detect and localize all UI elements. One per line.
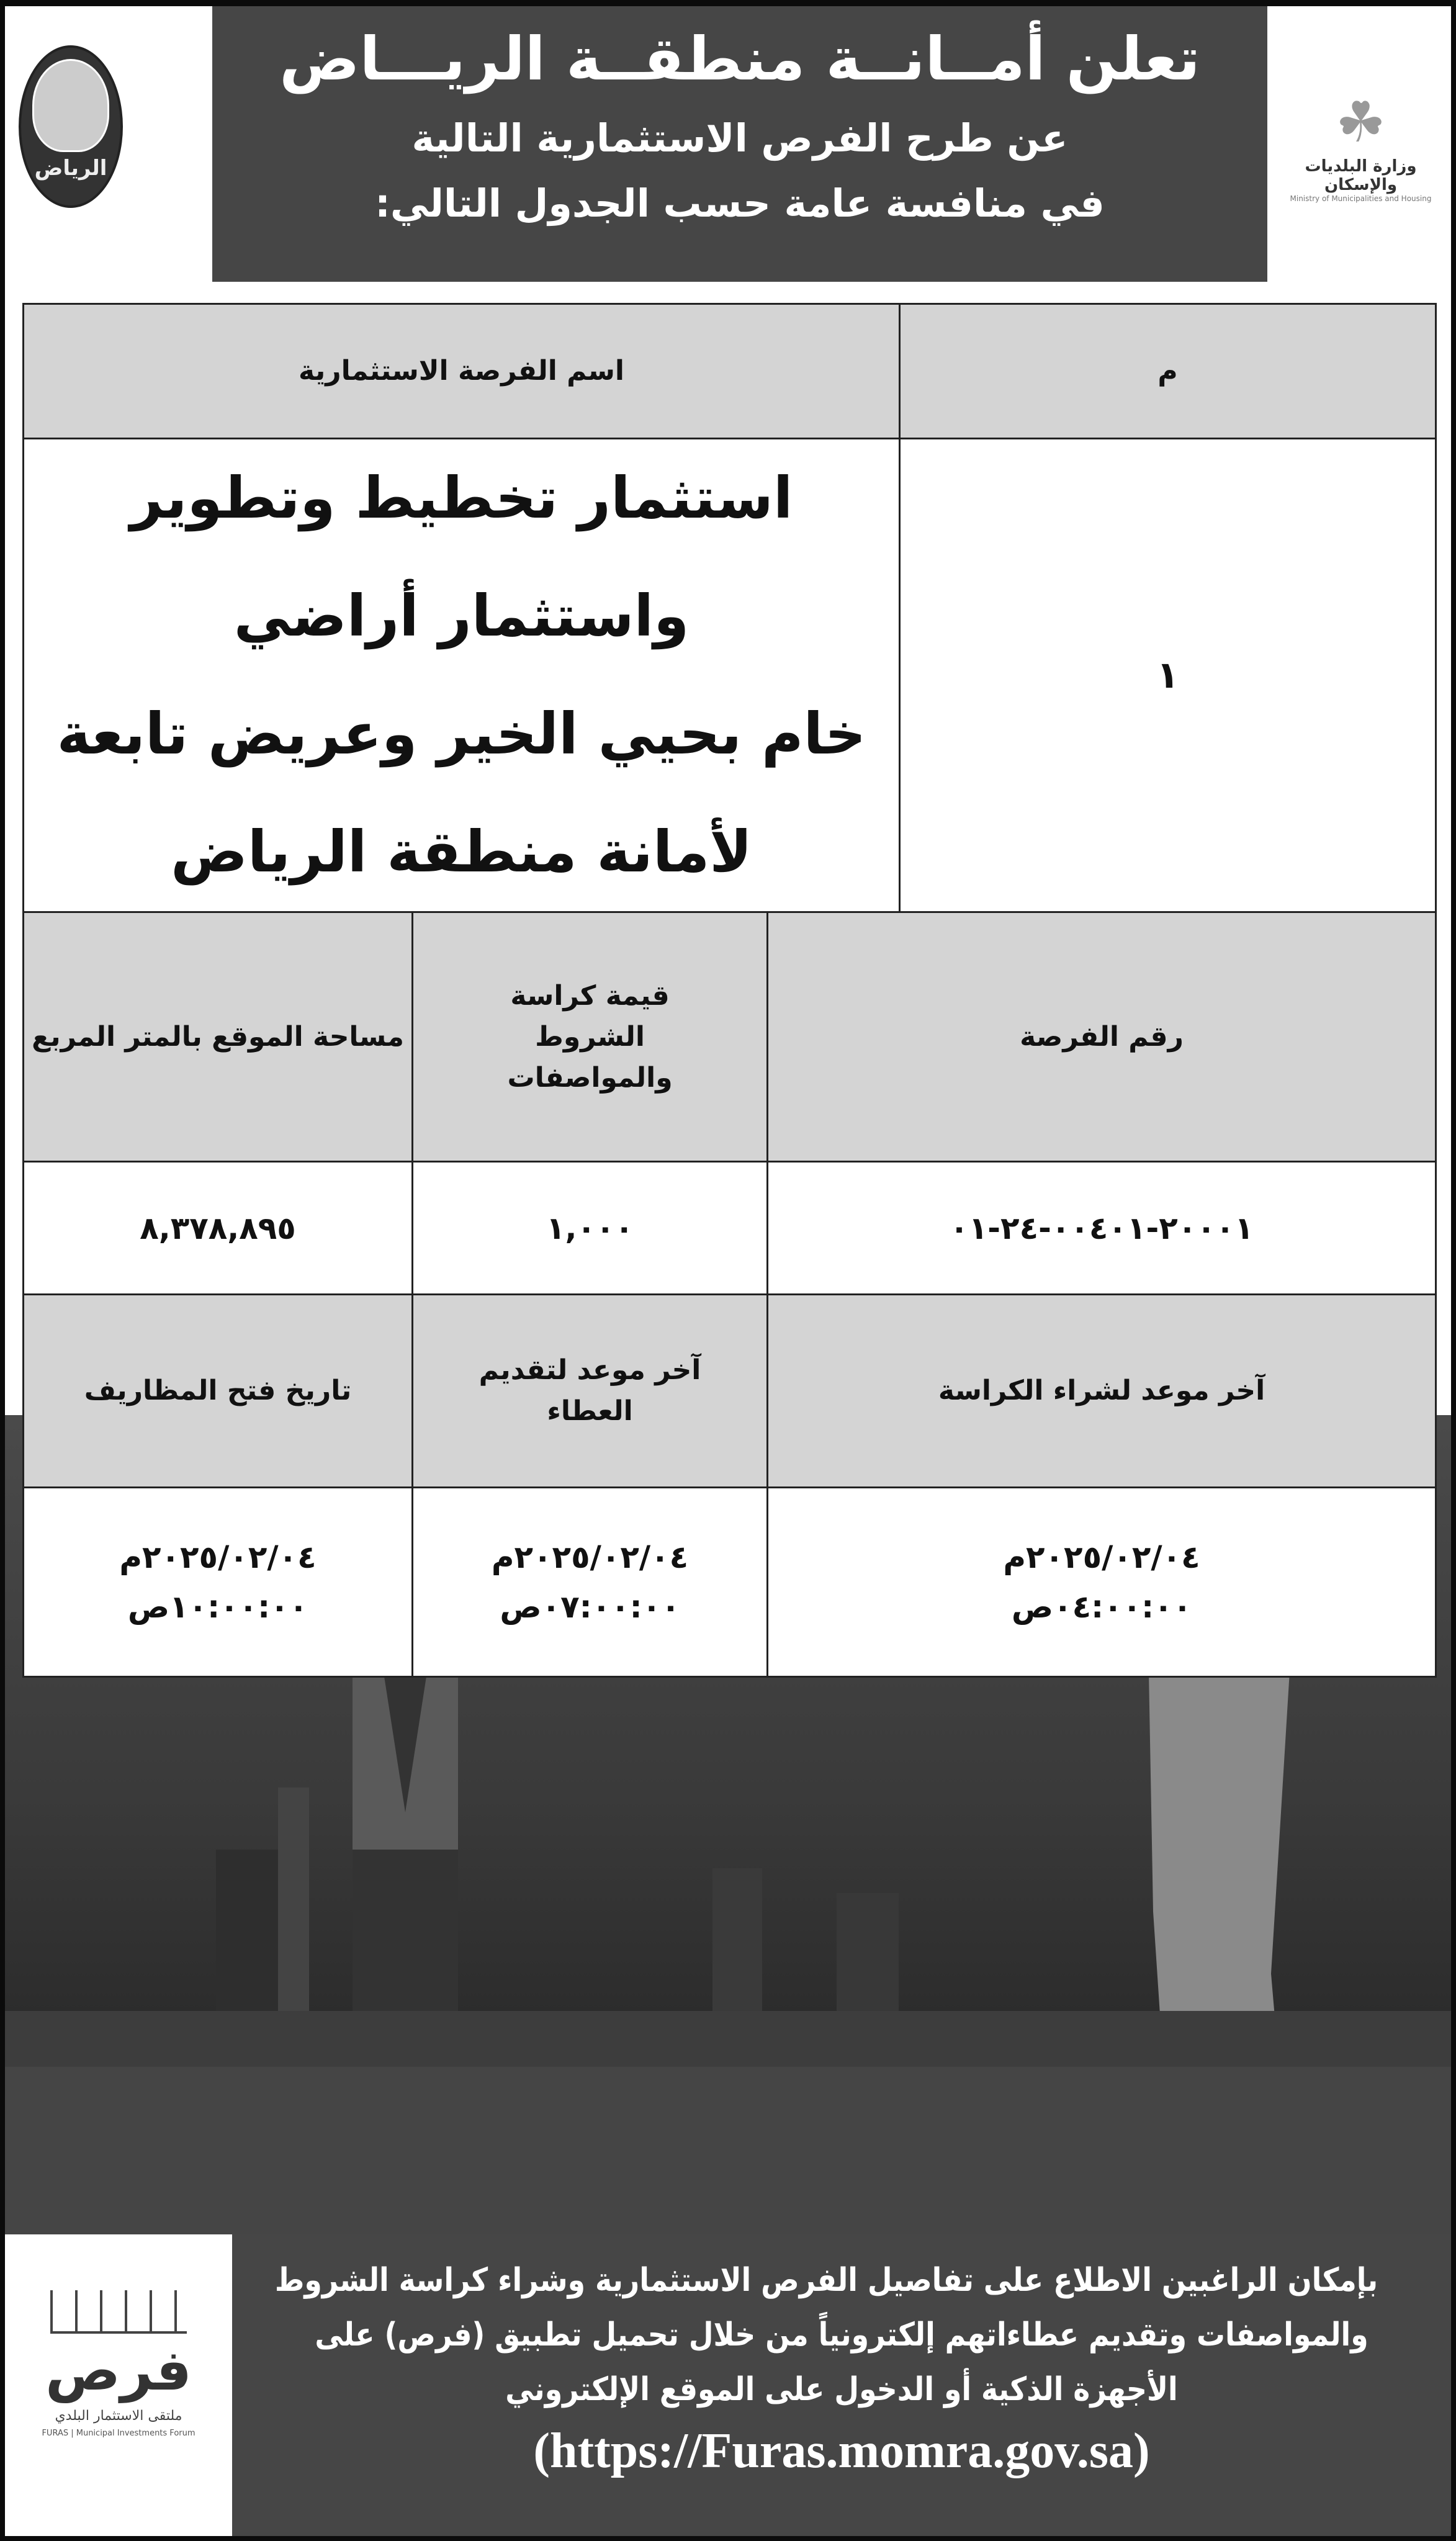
date: ٢٠٢٥/٠٢/٠٤م bbox=[119, 1539, 317, 1575]
submission-deadline bbox=[413, 1488, 768, 1677]
date: ٢٠٢٥/٠٢/٠٤م bbox=[491, 1539, 689, 1575]
row-number: ١ bbox=[900, 439, 1436, 912]
site-area: ٨,٣٧٨,٨٩٥ bbox=[24, 1162, 413, 1295]
header-booklet-price: قيمة كراسة الشروط والمواصفات bbox=[413, 912, 768, 1162]
opportunity-number: ٢٠٠٠١-٠٠٤٠١-٢٤-٠١ bbox=[768, 1162, 1436, 1295]
palm-swords-emblem-icon: ☘ bbox=[1336, 90, 1386, 155]
envelope-opening-date bbox=[24, 1488, 413, 1677]
opportunity-name-line: استثمار تخطيط وتطوير واستثمار أراضي bbox=[130, 465, 793, 649]
footer-line: والمواصفات وتقديم عطاءاتهم إلكترونياً من خلال تحميل تطبيق (فرص) على bbox=[315, 2316, 1368, 2354]
opportunity-name-line: لأمانة منطقة الرياض bbox=[171, 819, 752, 885]
date: ٢٠٢٥/٠٢/٠٤م bbox=[1003, 1539, 1200, 1575]
opportunity-name-line: خام بحيي الخير وعريض تابعة bbox=[56, 701, 866, 767]
header-line-3: في منافسة عامة حسب الجدول التالي: bbox=[375, 181, 1105, 226]
riyadh-municipality-logo: الرياض bbox=[19, 45, 123, 208]
header-purchase-deadline: آخر موعد لشراء الكراسة bbox=[768, 1295, 1436, 1488]
header-line-2: عن طرح الفرص الاستثمارية التالية bbox=[411, 115, 1068, 161]
time: ٠٧:٠٠:٠٠ص bbox=[500, 1589, 680, 1625]
ministry-logo: ☘ وزارة البلديات والإسكان Ministry of Municipalities and Housing bbox=[1272, 89, 1449, 213]
header-envelope-opening: تاريخ فتح المظاريف bbox=[24, 1295, 413, 1488]
header-title: تعلن أمــانــة منطقــة الريـــاض bbox=[279, 24, 1200, 94]
footer-line: بإمكان الراغبين الاطلاع على تفاصيل الفرص الاستثمارية وشراء كراسة الشروط bbox=[274, 2262, 1378, 2299]
footer-line: الأجهزة الذكية أو الدخول على الموقع الإلكتروني bbox=[505, 2371, 1178, 2408]
furas-url-link[interactable]: (https://Furas.momra.gov.sa) bbox=[533, 2424, 1150, 2478]
announcement-header bbox=[212, 6, 1267, 282]
advertisement bbox=[5, 6, 1451, 2536]
booklet-price: ١,٠٠٠ bbox=[413, 1162, 768, 1295]
header-opportunity-number: رقم الفرصة bbox=[768, 912, 1436, 1162]
purchase-deadline bbox=[768, 1488, 1436, 1677]
opportunity-name bbox=[24, 439, 900, 912]
skyline-bars-icon bbox=[50, 2290, 187, 2334]
time: ٠٤:٠٠:٠٠ص bbox=[1011, 1589, 1192, 1625]
header-site-area: مساحة الموقع بالمتر المربع bbox=[24, 912, 413, 1162]
col-header-name: اسم الفرصة الاستثمارية bbox=[24, 304, 900, 439]
col-header-no: م bbox=[900, 304, 1436, 439]
footer-info bbox=[232, 2234, 1451, 2536]
time: ١٠:٠٠:٠٠ص bbox=[127, 1589, 308, 1625]
opportunity-table bbox=[22, 303, 1437, 1678]
header-submission-deadline: آخر موعد لتقديم العطاء bbox=[413, 1295, 768, 1488]
furas-logo: فرص ملتقى الاستثمار البلدي FURAS | Municipal Investments Forum bbox=[5, 2234, 232, 2536]
